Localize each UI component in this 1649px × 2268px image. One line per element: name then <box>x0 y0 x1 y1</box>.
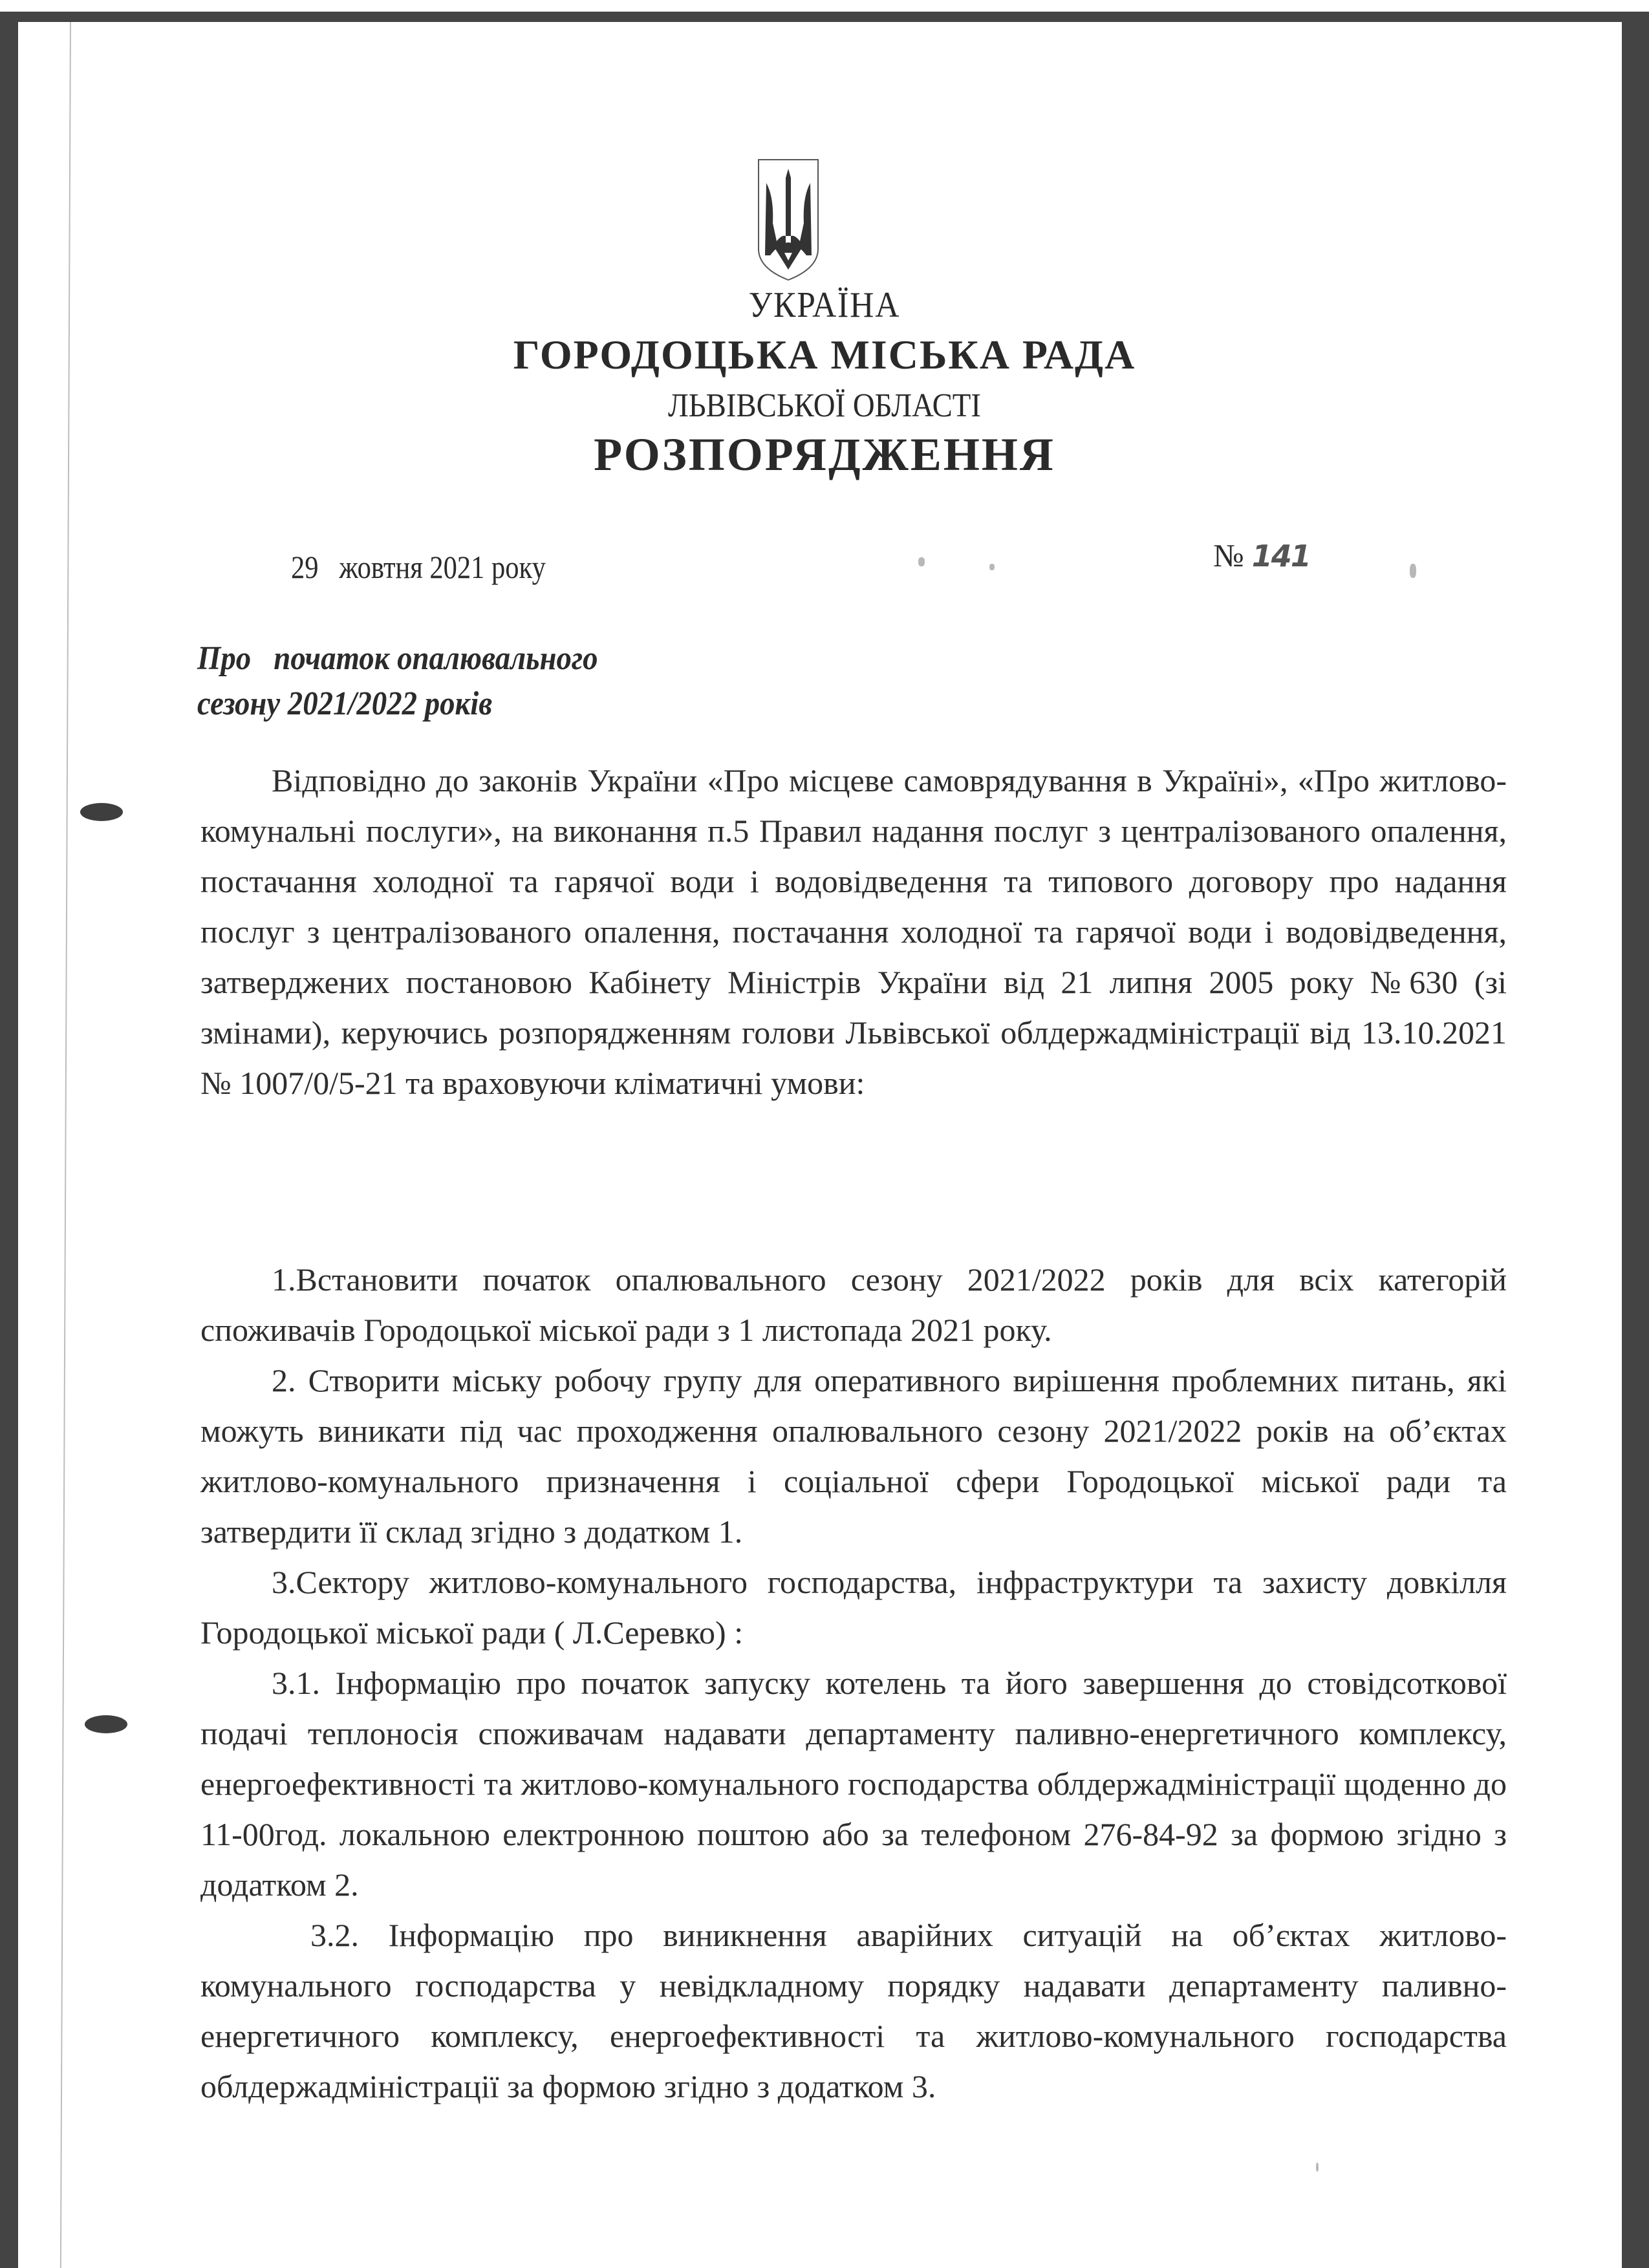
punch-hole <box>80 803 123 821</box>
preamble-text: Відповідно до законів України «Про місцеве самоврядування в Україні», «Про житлово-комунальні послуги», на виконання п.5 Правил надання послуг з централізованого опалення, постачання холодної та гарячої води і водовідведення та типового договору про надання послуг з централізованого опалення, постачання холодної та гарячої води і водовідведення, затверджених постановою Кабінету Міністрів України від 21 липня 2005 року №630 (зі змінами), керуючись розпорядженням голови Львівської облдержадміністрації від 13.10.2021 № 1007/0/5-21 та враховуючи кліматичні умови: <box>200 762 1507 1101</box>
resolution-item: 3.2. Інформацію про виникнення аварійних ситуацій на об’єктах житлово-комунального господарства у невідкладному порядку надавати департаменту паливно-енергетичного комплексу, енергоефективності та житлово-комунального господарства облдержадміністрації за формою згідно з додатком 3. <box>200 1917 1507 2104</box>
resolution-item: 2. Створити міську робочу групу для оперативного вирішення проблемних питань, які можуть виникати під час проходження опалювального сезону 2021/2022 років на об’єктах житлово-комунального призначення і соціальної сфери Городоцької міської ради та затвердити її склад згідно з додатком 1. <box>200 1362 1507 1550</box>
region-name: ЛЬВІВСЬКОЇ ОБЛАСТІ <box>668 387 981 424</box>
handwritten-number: 141 <box>1251 539 1310 573</box>
resolution-item: 3.Сектору житлово-комунального господарства, інфраструктури та захисту довкілля Городоцької міської ради ( Л.Серевко) : <box>200 1564 1507 1651</box>
scan-speck <box>918 557 925 566</box>
country-title: УКРАЇНА <box>748 285 901 325</box>
subject-line: Про початок опалювального <box>197 640 598 677</box>
preamble <box>200 755 1507 1108</box>
scan-frame-top <box>0 12 1649 22</box>
scan-speck <box>1410 564 1416 578</box>
number-label: № <box>1213 537 1244 573</box>
coat-of-arms-icon <box>756 158 821 281</box>
resolution-items <box>200 1254 1507 2112</box>
scan-speck <box>1316 2163 1319 2172</box>
scan-speck <box>989 564 995 570</box>
document-type: РОЗПОРЯДЖЕННЯ <box>594 429 1055 480</box>
document-subject <box>197 636 598 727</box>
punch-hole <box>85 1715 127 1733</box>
council-name: ГОРОДОЦЬКА МІСЬКА РАДА <box>513 332 1136 378</box>
document-number <box>1213 537 1310 574</box>
subject-line: сезону 2021/2022 років <box>197 685 493 722</box>
document-date: 29 жовтня 2021 року <box>291 549 546 585</box>
resolution-item: 1.Встановити початок опалювального сезону 2021/2022 років для всіх категорій споживачів Городоцької міської ради з 1 листопада 2021 року. <box>200 1261 1507 1348</box>
resolution-item: 3.1. Інформацію про початок запуску котелень та його завершення до стовідсоткової подачі теплоносія споживачам надавати департаменту паливно-енергетичного комплексу, енергоефективності та житлово-комунального господарства облдержадміністрації щоденно до 11-00год. локальною електронною поштою або за телефоном 276-84-92 за формою згідно з додатком 2. <box>200 1665 1507 1903</box>
